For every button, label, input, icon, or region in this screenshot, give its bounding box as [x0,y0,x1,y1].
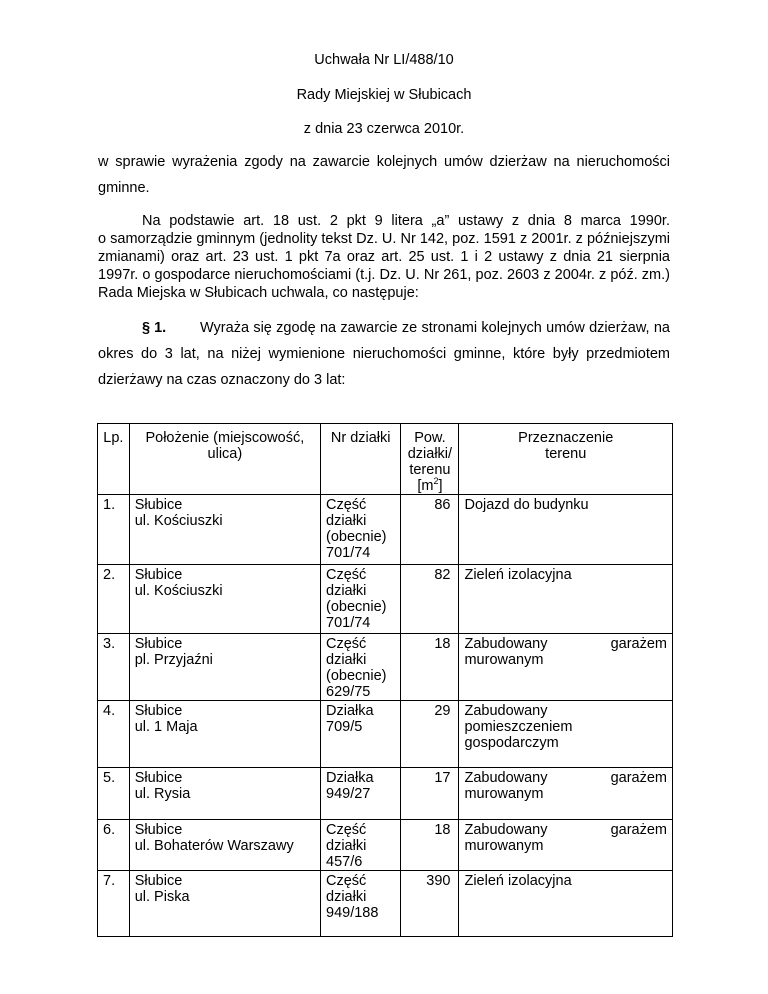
plot-line: 709/5 [326,719,363,735]
plot-line: (obecnie) [326,529,387,545]
table-row [98,495,673,565]
cell-area [401,634,459,701]
purpose-text: murowanym [464,786,544,802]
plot-line: działki [326,652,367,668]
plot-line: działki [326,889,367,905]
location-street: ul. Bohaterów Warszawy [134,838,294,854]
plot-line: 949/188 [326,905,379,921]
purpose-text: murowanym [464,838,544,854]
cell-plot [321,871,401,937]
purpose-text: Zabudowany [464,822,548,838]
cell-area [401,768,459,820]
subject-line-2: gminne. [98,180,150,196]
cell-plot [321,495,401,565]
cell-purpose [459,495,673,565]
table-row [98,634,673,701]
purpose-text: garażem [610,770,667,786]
table-row [98,565,673,634]
location-city: Słubice [134,770,183,786]
row-number: 1. [103,497,116,513]
header-lp: Lp. [98,424,130,495]
location-street: pl. Przyjaźni [134,652,213,668]
location-city: Słubice [134,703,183,719]
table-row [98,871,673,937]
resolution-date: z dnia 23 czerwca 2010r. [303,121,465,137]
cell-plot [321,634,401,701]
cell-location [129,565,320,634]
plot-line: (obecnie) [326,668,387,684]
basis-line-4: 1997r. o gospodarce nieruchomościami (t.j. Dz. U. Nr 261, poz. 2603 z 2004r. z póź. zm.) [98,267,670,283]
resolution-issuer: Rady Miejskiej w Słubicach [296,87,472,103]
cell-area [401,871,459,937]
cell-plot [321,768,401,820]
location-street: ul. 1 Maja [134,719,198,735]
cell-location [129,701,320,768]
plot-line: Działka [326,770,374,786]
cell-lp [98,768,130,820]
purpose-first-line [464,822,667,838]
table-row [98,768,673,820]
cell-purpose [459,565,673,634]
header-area: Pow. działki/ terenu $[m^2]$ [401,424,459,495]
cell-location [129,495,320,565]
purpose-text: Zieleń izolacyjna [464,873,572,889]
cell-location [129,768,320,820]
location-city: Słubice [134,567,183,583]
cell-lp [98,701,130,768]
purpose-text: gospodarczym [464,735,559,751]
plot-line: (obecnie) [326,599,387,615]
basis-line-3: zmianami) oraz art. 23 ust. 1 pkt 7a oraz art. 25 ust. 1 i 2 ustawy z dnia 21 sierpnia [98,249,670,265]
area-value: 18 [434,636,451,652]
row-number: 4. [103,703,116,719]
location-street: ul. Rysia [134,786,191,802]
plot-line: 457/6 [326,854,363,870]
cell-lp [98,634,130,701]
purpose-text: Zabudowany [464,770,548,786]
purpose-first-line [464,636,667,652]
cell-purpose [459,871,673,937]
section-line-3: dzierżawy na czas oznaczony do 3 lat: [98,372,346,388]
purpose-text: garażem [610,636,667,652]
area-value: 82 [434,567,451,583]
cell-lp [98,820,130,871]
cell-location [129,820,320,871]
basis-line-1: Na podstawie art. 18 ust. 2 pkt 9 litera „a” ustawy z dnia 8 marca 1990r. [142,213,670,229]
table-row [98,820,673,871]
plot-line: Działka [326,703,374,719]
header-plot: Nr działki [321,424,401,495]
purpose-text: murowanym [464,652,544,668]
cell-plot [321,820,401,871]
section-mark: § 1. [142,320,167,336]
cell-location [129,634,320,701]
row-number: 5. [103,770,116,786]
purpose-text: Zabudowany [464,636,548,652]
area-value: 18 [434,822,451,838]
cell-purpose [459,820,673,871]
row-number: 3. [103,636,116,652]
cell-lp [98,565,130,634]
cell-plot [321,565,401,634]
purpose-text: pomieszczeniem [464,719,573,735]
basis-line-5: Rada Miejska w Słubicach uchwala, co następuje: [98,285,419,301]
location-city: Słubice [134,497,183,513]
plot-line: działki [326,583,367,599]
resolution-title: Uchwała Nr LI/488/10 [314,52,454,68]
plot-line: Część [326,497,367,513]
cell-purpose [459,701,673,768]
purpose-text: Zieleń izolacyjna [464,567,572,583]
subject-line-1: w sprawie wyrażenia zgody na zawarcie kolejnych umów dzierżaw na nieruchomości [98,154,670,170]
plot-line: Część [326,822,367,838]
plot-line: działki [326,513,367,529]
cell-area [401,565,459,634]
purpose-text: Zabudowany [464,703,548,719]
table-body [98,495,673,937]
plot-line: działki [326,838,367,854]
cell-location [129,871,320,937]
area-value: 29 [434,703,451,719]
table-row [98,701,673,768]
plot-line: Część [326,873,367,889]
location-street: ul. Kościuszki [134,583,223,599]
cell-area [401,701,459,768]
row-number: 2. [103,567,116,583]
location-city: Słubice [134,873,183,889]
purpose-text: Dojazd do budynku [464,497,589,513]
area-value: 86 [434,497,451,513]
plot-line: Część [326,636,367,652]
row-number: 7. [103,873,116,889]
header-purpose: Przeznaczenie terenu [459,424,673,495]
location-street: ul. Piska [134,889,190,905]
location-city: Słubice [134,636,183,652]
cell-lp [98,871,130,937]
purpose-first-line [464,770,667,786]
cell-area [401,820,459,871]
basis-line-2: o samorządzie gminnym (jednolity tekst Dz. U. Nr 142, poz. 1591 z 2001r. z późniejszymi [98,231,670,247]
location-city: Słubice [134,822,183,838]
cell-purpose [459,768,673,820]
area-value: 17 [434,770,451,786]
plot-line: 701/74 [326,545,371,561]
table-header-row [98,424,673,495]
header-location: Położenie (miejscowość, ulica) [129,424,320,495]
cell-area [401,495,459,565]
section-line-1: Wyraża się zgodę na zawarcie ze stronami kolejnych umów dzierżaw, na [200,320,670,336]
plot-line: 701/74 [326,615,371,631]
plot-line: 629/75 [326,684,371,700]
area-value: 390 [426,873,451,889]
location-street: ul. Kościuszki [134,513,223,529]
cell-purpose [459,634,673,701]
purpose-text: garażem [610,822,667,838]
cell-lp [98,495,130,565]
plot-line: Część [326,567,367,583]
property-table [97,423,673,937]
section-line-2: okres do 3 lat, na niżej wymienione nieruchomości gminne, które były przedmiotem [98,346,670,362]
cell-plot [321,701,401,768]
row-number: 6. [103,822,116,838]
plot-line: 949/27 [326,786,371,802]
